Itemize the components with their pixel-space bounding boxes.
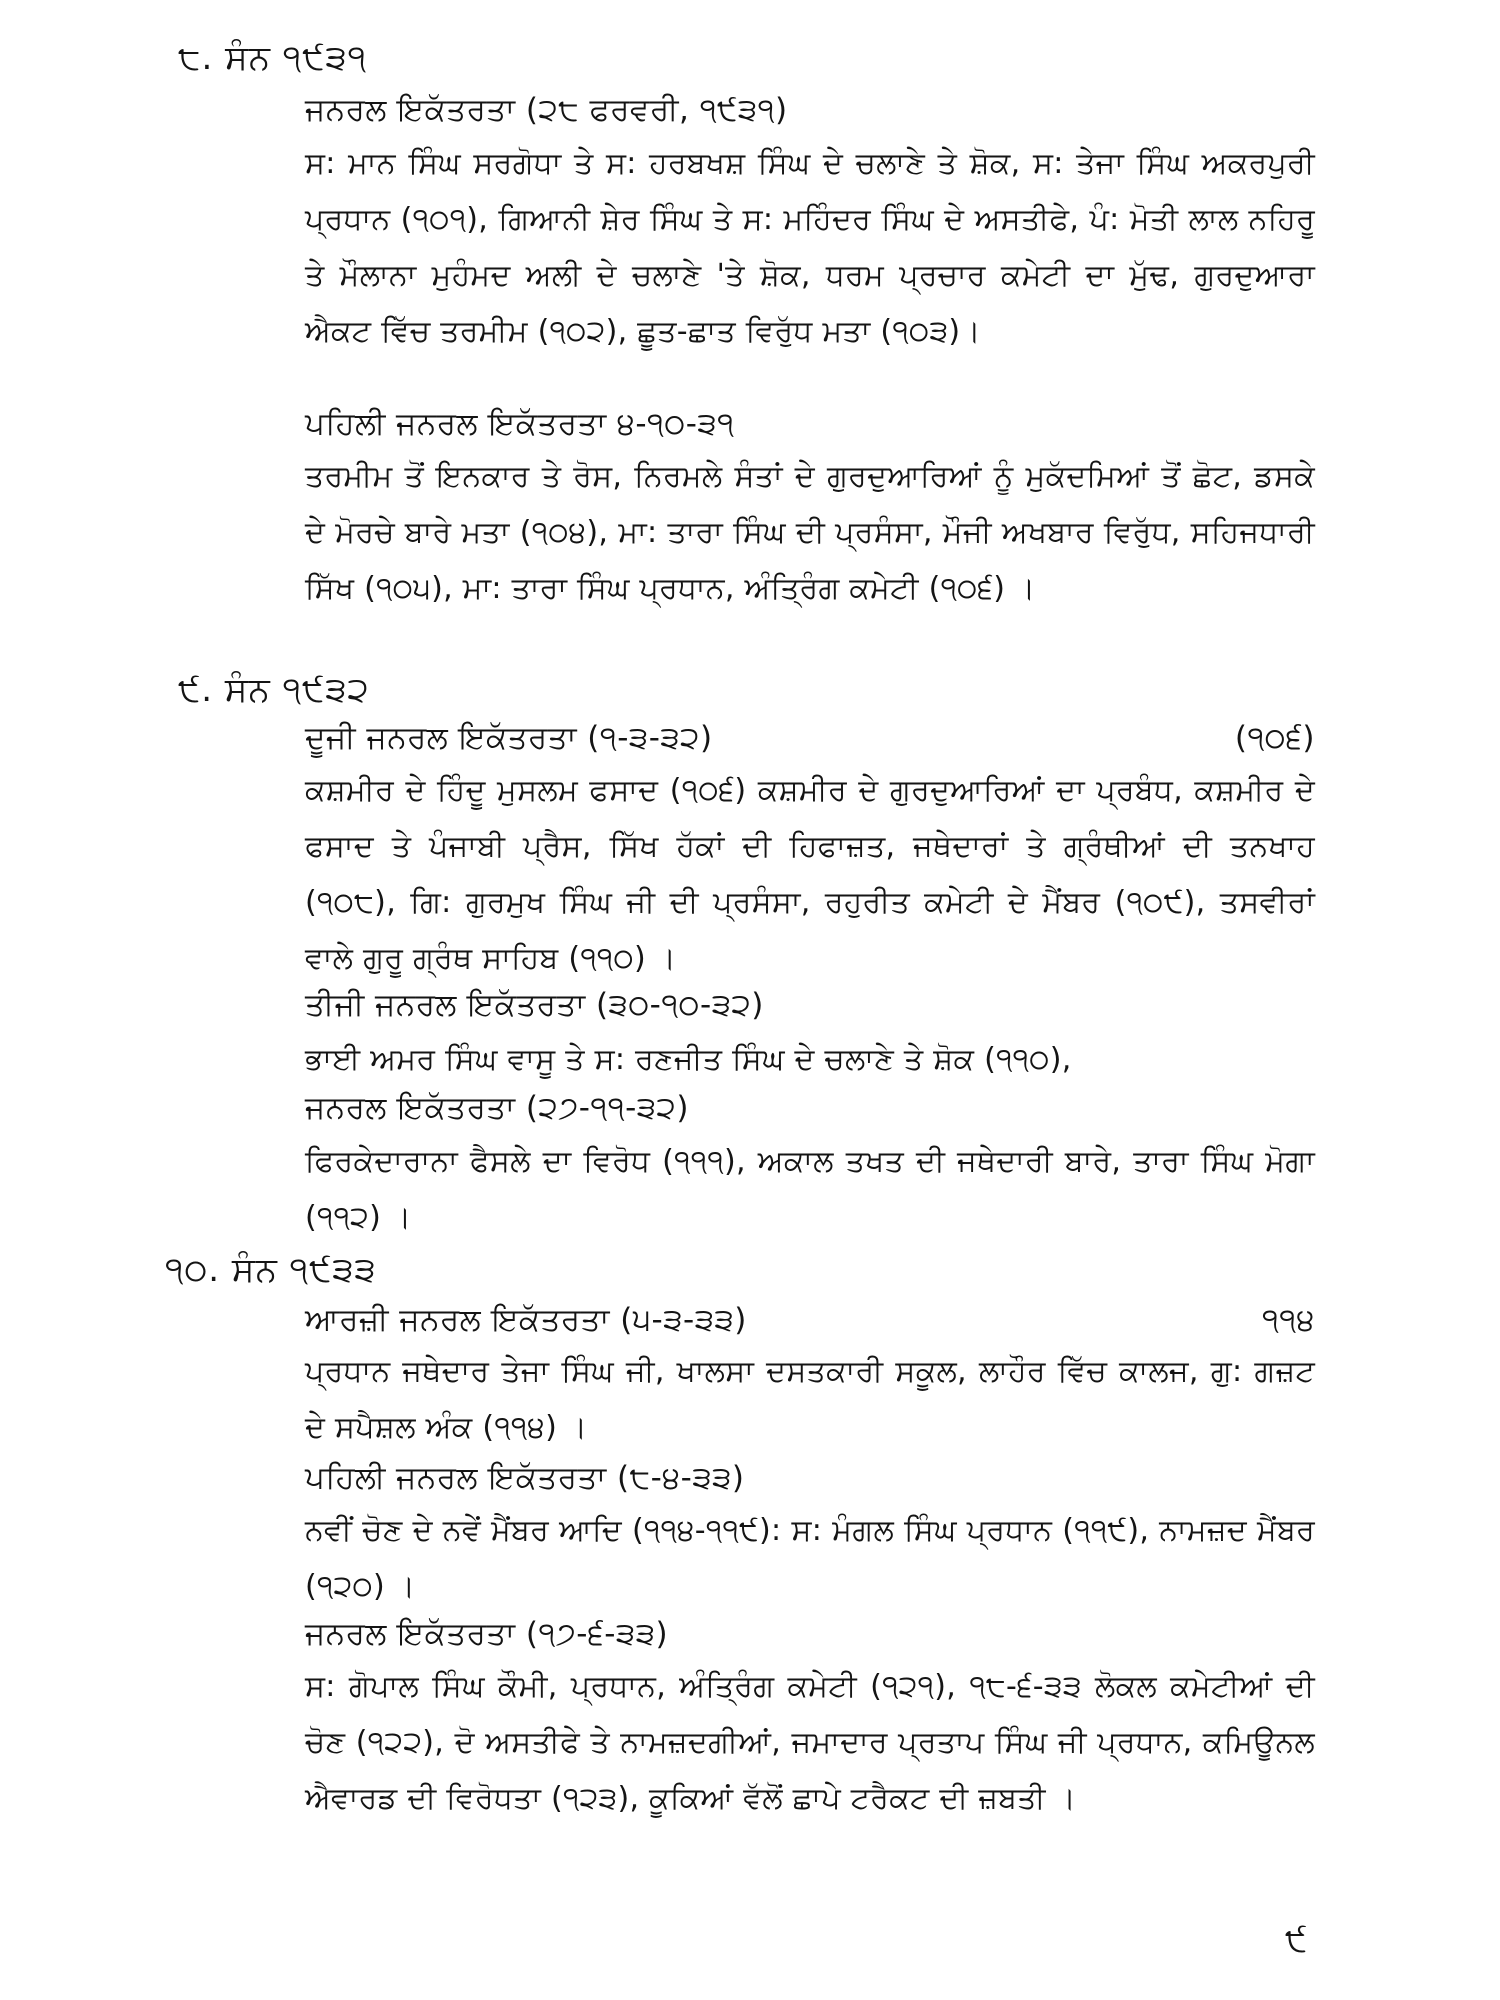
subsection-title-text: ਜਨਰਲ ਇਕੱਤਰਤਾ (੧੭-੬-੩੩) [305, 1616, 669, 1652]
subsection-title [305, 1458, 1315, 1498]
subsection-title-text: ਜਨਰਲ ਇਕੱਤਰਤਾ (੨੭-੧੧-੩੨) [305, 1090, 689, 1126]
subsection-title-text: ਪਹਿਲੀ ਜਨਰਲ ਇਕੱਤਰਤਾ (੮-੪-੩੩) [305, 1460, 745, 1496]
subsection-body: ਪ੍ਰਧਾਨ ਜਥੇਦਾਰ ਤੇਜਾ ਸਿੰਘ ਜੀ, ਖਾਲਸਾ ਦਸਤਕਾਰੀ ਸਕੂਲ, ਲਾਹੌਰ ਵਿੱਚ ਕਾਲਜ, ਗੁ: ਗਜ਼ਟ ਦੇ ਸਪੈਸ਼ਲ ਅੰਕ (੧੧੪) । [305, 1354, 1315, 1445]
page-reference: ੧੧੪ [1261, 1302, 1315, 1338]
subsection-body: ਫਿਰਕੇਦਾਰਾਨਾ ਫੈਸਲੇ ਦਾ ਵਿਰੋਧ (੧੧੧), ਅਕਾਲ ਤਖਤ ਦੀ ਜਥੇਦਾਰੀ ਬਾਰੇ, ਤਾਰਾ ਸਿੰਘ ਮੋਗਾ (੧੧੨) । [305, 1144, 1315, 1235]
subsection-body: ਨਵੀਂ ਚੋਣ ਦੇ ਨਵੇਂ ਮੈਂਬਰ ਆਦਿ (੧੧੪-੧੧੯): ਸ: ਮੰਗਲ ਸਿੰਘ ਪ੍ਰਧਾਨ (੧੧੯), ਨਾਮਜ਼ਦ ਮੈਂਬਰ (੧੨੦) । [305, 1513, 1315, 1604]
subsection-body: ਕਸ਼ਮੀਰ ਦੇ ਹਿੰਦੂ ਮੁਸਲਮ ਫਸਾਦ (੧੦੬) ਕਸ਼ਮੀਰ ਦੇ ਗੁਰਦੁਆਰਿਆਂ ਦਾ ਪ੍ਰਬੰਧ, ਕਸ਼ਮੀਰ ਦੇ ਫਸਾਦ ਤੇ ਪੰਜਾਬੀ ਪ੍ਰੈਸ, ਸਿੱਖ ਹੱਕਾਂ ਦੀ ਹਿਫਾਜ਼ਤ, ਜਥੇਦਾਰਾਂ ਤੇ ਗ੍ਰੰਥੀਆਂ ਦੀ ਤਨਖਾਹ (੧੦੮), ਗਿ: ਗੁਰਮੁਖ ਸਿੰਘ ਜੀ ਦੀ ਪ੍ਰਸੰਸਾ, ਰਹੁਰੀਤ ਕਮੇਟੀ ਦੇ ਮੈਂਬਰ (੧੦੯), ਤਸਵੀਰਾਂ ਵਾਲੇ ਗੁਰੂ ਗ੍ਰੰਥ ਸਾਹਿਬ (੧੧੦) । [305, 773, 1315, 976]
section-heading-1933: ੧੦. ਸੰਨ ੧੯੩੩ [165, 1250, 377, 1290]
section-heading-1931: ੮. ਸੰਨ ੧੯੩੧ [178, 38, 368, 78]
subsection-title [305, 1300, 1315, 1340]
subsection-title [305, 985, 1315, 1025]
subsection-title-text: ਦੂਜੀ ਜਨਰਲ ਇਕੱਤਰਤਾ (੧-੩-੩੨) [305, 720, 713, 756]
subsection-title [305, 1614, 1315, 1654]
subsection-body: ਭਾਈ ਅਮਰ ਸਿੰਘ ਵਾਸੂ ਤੇ ਸ: ਰਣਜੀਤ ਸਿੰਘ ਦੇ ਚਲਾਣੇ ਤੇ ਸ਼ੋਕ (੧੧੦), [305, 1042, 1072, 1077]
subsection-title [305, 404, 1315, 444]
subsection-title [305, 1088, 1315, 1128]
subsection-title-text: ਤੀਜੀ ਜਨਰਲ ਇਕੱਤਰਤਾ (੩੦-੧੦-੩੨) [305, 987, 764, 1023]
subsection-title [305, 90, 1315, 130]
subsection-body: ਤਰਮੀਮ ਤੋਂ ਇਨਕਾਰ ਤੇ ਰੋਸ, ਨਿਰਮਲੇ ਸੰਤਾਂ ਦੇ ਗੁਰਦੁਆਰਿਆਂ ਨੂੰ ਮੁਕੱਦਮਿਆਂ ਤੋਂ ਛੋਟ, ਡਸਕੇ ਦੇ ਮੋਰਚੇ ਬਾਰੇ ਮਤਾ (੧੦੪), ਮਾ: ਤਾਰਾ ਸਿੰਘ ਦੀ ਪ੍ਰਸੰਸਾ, ਮੌਜੀ ਅਖਬਾਰ ਵਿਰੁੱਧ, ਸਹਿਜਧਾਰੀ ਸਿੱਖ (੧੦੫), ਮਾ: ਤਾਰਾ ਸਿੰਘ ਪ੍ਰਧਾਨ, ਅੰਤ੍ਰਿੰਗ ਕਮੇਟੀ (੧੦੬) । [305, 459, 1315, 606]
subsection-body: ਸ: ਮਾਨ ਸਿੰਘ ਸਰਗੋਧਾ ਤੇ ਸ: ਹਰਬਖਸ਼ ਸਿੰਘ ਦੇ ਚਲਾਣੇ ਤੇ ਸ਼ੋਕ, ਸ: ਤੇਜਾ ਸਿੰਘ ਅਕਰਪੁਰੀ ਪ੍ਰਧਾਨ (੧੦੧), ਗਿਆਨੀ ਸ਼ੇਰ ਸਿੰਘ ਤੇ ਸ: ਮਹਿੰਦਰ ਸਿੰਘ ਦੇ ਅਸਤੀਫੇ, ਪੰ: ਮੋਤੀ ਲਾਲ ਨਹਿਰੂ ਤੇ ਮੌਲਾਨਾ ਮੁਹੰਮਦ ਅਲੀ ਦੇ ਚਲਾਣੇ 'ਤੇ ਸ਼ੋਕ, ਧਰਮ ਪ੍ਰਚਾਰ ਕਮੇਟੀ ਦਾ ਮੁੱਢ, ਗੁਰਦੁਆਰਾ ਐਕਟ ਵਿੱਚ ਤਰਮੀਮ (੧੦੨), ਛੂਤ-ਛਾਤ ਵਿਰੁੱਧ ਮਤਾ (੧੦੩)। [305, 146, 1315, 349]
section-heading-1932: ੯. ਸੰਨ ੧੯੩੨ [178, 670, 370, 710]
subsection-title-text: ਜਨਰਲ ਇਕੱਤਰਤਾ (੨੮ ਫਰਵਰੀ, ੧੯੩੧) [305, 92, 788, 128]
subsection-title-text: ਪਹਿਲੀ ਜਨਰਲ ਇਕੱਤਰਤਾ ੪-੧੦-੩੧ [305, 406, 735, 442]
subsection-title-text: ਆਰਜ਼ੀ ਜਨਰਲ ਇਕੱਤਰਤਾ (੫-੩-੩੩) [305, 1302, 747, 1338]
page-number: ੯ [1285, 1920, 1308, 1960]
subsection-body: ਸ: ਗੋਪਾਲ ਸਿੰਘ ਕੌਮੀ, ਪ੍ਰਧਾਨ, ਅੰਤ੍ਰਿੰਗ ਕਮੇਟੀ (੧੨੧), ੧੮-੬-੩੩ ਲੋਕਲ ਕਮੇਟੀਆਂ ਦੀ ਚੋਣ (੧੨੨), ਦੋ ਅਸਤੀਫੇ ਤੇ ਨਾਮਜ਼ਦਗੀਆਂ, ਜਮਾਦਾਰ ਪ੍ਰਤਾਪ ਸਿੰਘ ਜੀ ਪ੍ਰਧਾਨ, ਕਮਿਊਨਲ ਐਵਾਰਡ ਦੀ ਵਿਰੋਧਤਾ (੧੨੩), ਕੂਕਿਆਂ ਵੱਲੋਂ ਛਾਪੇ ਟਰੈਕਟ ਦੀ ਜ਼ਬਤੀ । [305, 1669, 1315, 1816]
page-reference: (੧੦੬) [1234, 720, 1315, 756]
subsection-title [305, 718, 1315, 758]
